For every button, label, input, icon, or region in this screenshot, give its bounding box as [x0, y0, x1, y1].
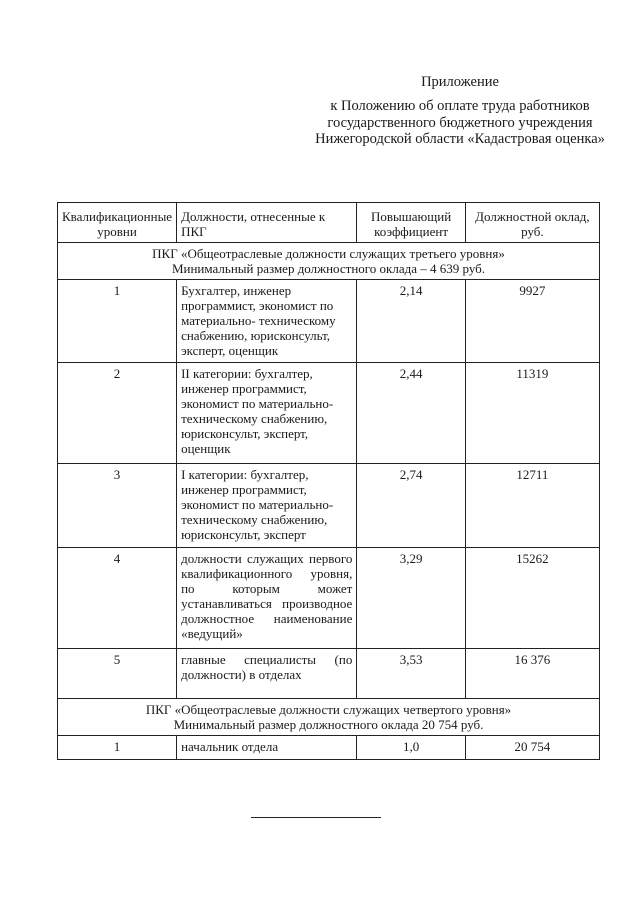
- group-min-salary: Минимальный размер должностного оклада 20 754 руб.: [173, 717, 484, 732]
- coefficient-cell: 2,44: [357, 363, 465, 464]
- column-header-positions: Должности, отнесенные к ПКГ: [177, 203, 357, 243]
- level-cell: 5: [58, 649, 177, 699]
- positions-cell: должности служащих первого квалификационного уровня, по которым может устанавливаться производное должностное наименование «ведущий»: [177, 548, 357, 649]
- salary-cell: 20 754: [465, 736, 599, 760]
- level-cell: 1: [58, 736, 177, 760]
- level-cell: 1: [58, 280, 177, 363]
- table-row: [58, 649, 600, 699]
- group-title: ПКГ «Общеотраслевые должности служащих третьего уровня»: [152, 246, 505, 261]
- positions-cell: главные специалисты (по должности) в отделах: [177, 649, 357, 699]
- coefficient-cell: 3,53: [357, 649, 465, 699]
- salary-cell: 11319: [465, 363, 599, 464]
- table-row: [58, 280, 600, 363]
- coefficient-cell: 2,14: [357, 280, 465, 363]
- signature-line: [251, 817, 381, 818]
- appendix-title: Приложение: [421, 74, 499, 90]
- column-header-level: Квалификационные уровни: [58, 203, 177, 243]
- salary-cell: 9927: [465, 280, 599, 363]
- salary-cell: 16 376: [465, 649, 599, 699]
- coefficient-cell: 3,29: [357, 548, 465, 649]
- column-header-coefficient: Повышающий коэффициент: [357, 203, 465, 243]
- coefficient-cell: 2,74: [357, 464, 465, 548]
- level-cell: 4: [58, 548, 177, 649]
- group-header-row: [58, 699, 600, 736]
- positions-cell: Бухгалтер, инженер программист, экономист по материально- техническому снабжению, юрисконсульт, эксперт, оценщик: [177, 280, 357, 363]
- group-title: ПКГ «Общеотраслевые должности служащих четвертого уровня»: [145, 702, 512, 717]
- table-row: [58, 548, 600, 649]
- level-cell: 2: [58, 363, 177, 464]
- group-min-salary: Минимальный размер должностного оклада – 4 639 руб.: [171, 261, 486, 276]
- level-cell: 3: [58, 464, 177, 548]
- salary-cell: 12711: [465, 464, 599, 548]
- group-header-row: [58, 243, 600, 280]
- salary-table: [57, 202, 600, 760]
- table-row: [58, 363, 600, 464]
- coefficient-cell: 1,0: [357, 736, 465, 760]
- positions-cell: I категории: бухгалтер, инженер программист, экономист по материально-техническому снабжению, юрисконсульт, эксперт: [177, 464, 357, 548]
- table-row: [58, 464, 600, 548]
- positions-cell: начальник отдела: [177, 736, 357, 760]
- salary-cell: 15262: [465, 548, 599, 649]
- table-header-row: [58, 203, 600, 243]
- appendix-reference: к Положению об оплате труда работников государственного бюджетного учреждения Нижегородской области «Кадастровая оценка»: [315, 98, 605, 147]
- column-header-salary: Должностной оклад, руб.: [465, 203, 599, 243]
- table-row: [58, 736, 600, 760]
- positions-cell: II категории: бухгалтер, инженер программист, экономист по материально-техническому снабжению, юрисконсульт, эксперт, оценщик: [177, 363, 357, 464]
